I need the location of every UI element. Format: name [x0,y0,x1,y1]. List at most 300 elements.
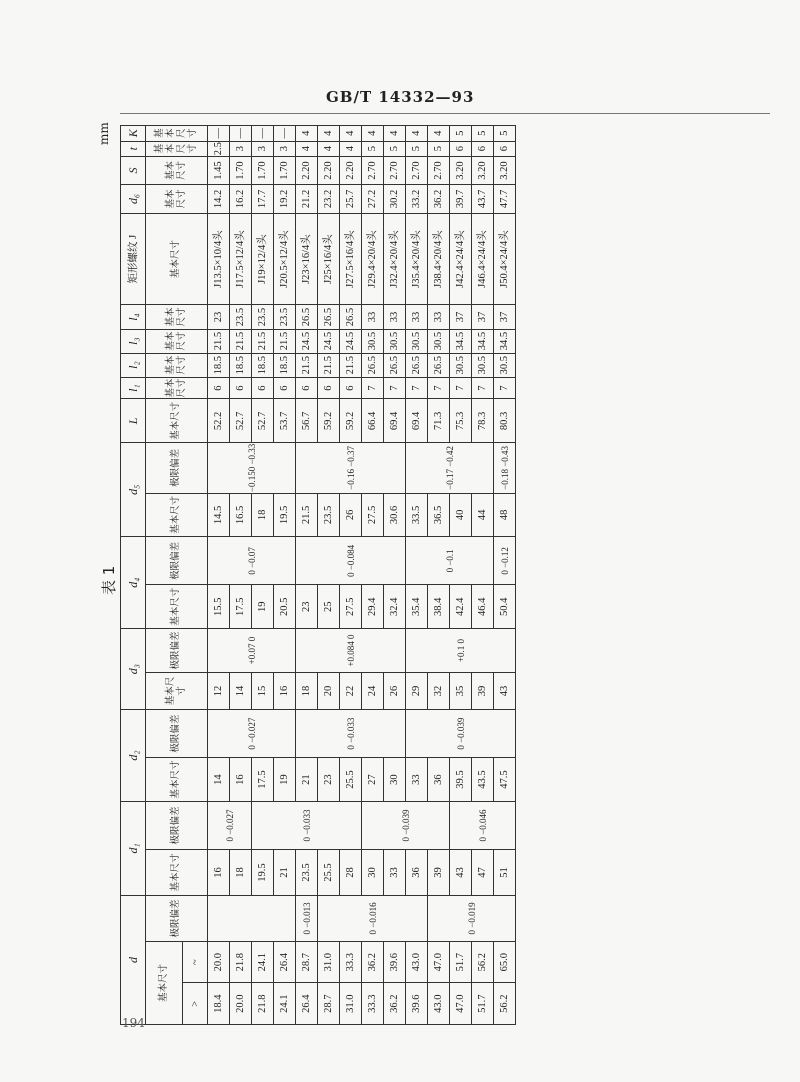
d6-cell: 14.2 [208,185,230,213]
d5-basic-cell: 19.5 [274,493,296,537]
l2-cell: 26.5 [428,353,450,377]
S-cell: 2.70 [428,156,450,184]
col-d: d [121,895,146,1024]
d-le-cell: 24.1 [252,941,274,983]
d-le-cell: 39.6 [384,941,406,983]
d1-basic-cell: 21 [274,850,296,896]
S-cell: 3.20 [472,156,494,184]
col-d4: d₄ [121,537,146,629]
l1-cell: 6 [252,377,274,399]
d3-basic-cell: 29 [406,672,428,709]
l1-cell: 6 [340,377,362,399]
d5-basic-cell: 48 [494,493,516,537]
d5-basic-cell: 40 [450,493,472,537]
J-cell: J27.5×16/4头 [340,213,362,305]
header-rule [120,113,770,114]
d-le-cell: 26.4 [274,941,296,983]
S-cell: 2.20 [318,156,340,184]
L-cell: 69.4 [406,399,428,443]
d5-basic-cell: 18 [252,493,274,537]
t-cell: 5 [362,141,384,156]
rotated-table-area [97,122,560,1025]
page-number: 194 [122,1016,145,1030]
d2-basic-label: 基本尺寸 [146,758,208,802]
col-d2: d₂ [121,710,146,802]
d2-deviation-cell: 0 −0.027 [208,710,296,758]
L-cell: 52.2 [208,399,230,443]
l3-cell: 21.5 [230,329,252,353]
K-cell: 4 [406,126,428,142]
d5-basic-cell: 21.5 [296,493,318,537]
l1-cell: 7 [450,377,472,399]
d1-basic-cell: 39 [428,850,450,896]
d4-basic-cell: 27.5 [340,585,362,629]
J-cell: J13.5×10/4头 [208,213,230,305]
unit-label: mm [97,122,111,145]
d-le-cell: 20.0 [208,941,230,983]
l3-cell: 21.5 [274,329,296,353]
l4-cell: 23 [208,305,230,329]
d-gt-cell: 20.0 [230,983,252,1025]
l3-cell: 24.5 [318,329,340,353]
d-gt-cell: 56.2 [494,983,516,1025]
l1-cell: 7 [362,377,384,399]
d-le-cell: 28.7 [296,941,318,983]
J-cell: J17.5×12/4头 [230,213,252,305]
d1-basic-cell: 43 [450,850,472,896]
l1-cell: 6 [274,377,296,399]
d-basic-label: 基本尺寸 [146,941,183,1024]
d2-basic-cell: 36 [428,758,450,802]
l3-cell: 34.5 [494,329,516,353]
d5-deviation-cell: −0.16 −0.37 [296,443,406,493]
l1-cell: 7 [494,377,516,399]
l2-cell: 18.5 [252,353,274,377]
d1-deviation-cell: 0 −0.046 [450,801,516,849]
table-row [296,126,318,1025]
l1-cell: 6 [230,377,252,399]
l2-cell: 26.5 [384,353,406,377]
d-gt-label: > [183,983,208,1025]
d2-basic-cell: 39.5 [450,758,472,802]
J-cell: J32.4×20/4头 [384,213,406,305]
l2-cell: 21.5 [318,353,340,377]
d-le-cell: 33.3 [340,941,362,983]
l2-cell: 21.5 [340,353,362,377]
d3-basic-cell: 26 [384,672,406,709]
K-cell: 5 [472,126,494,142]
d1-basic-label: 基本尺寸 [146,850,208,896]
t-cell: 5 [428,141,450,156]
d3-basic-cell: 20 [318,672,340,709]
col-d3: d₃ [121,629,146,710]
K-cell: 5 [450,126,472,142]
S-cell: 1.70 [274,156,296,184]
J-cell: J46.4×24/4头 [472,213,494,305]
d2-basic-cell: 33 [406,758,428,802]
J-cell: J50.4×24/4头 [494,213,516,305]
t-cell: 4 [318,141,340,156]
L-cell: 66.4 [362,399,384,443]
S-cell: 1.45 [208,156,230,184]
d3-basic-cell: 18 [296,672,318,709]
l1-cell: 7 [406,377,428,399]
d5-basic-cell: 23.5 [318,493,340,537]
d4-basic-cell: 23 [296,585,318,629]
col-l2: l₂ [121,353,146,377]
K-basic-label: 基本尺寸 [146,126,208,142]
d4-basic-cell: 25 [318,585,340,629]
d6-basic-label: 基本尺寸 [146,185,208,213]
t-cell: 2.5 [208,141,230,156]
d5-deviation-cell: −0.150 −0.33 [208,443,296,493]
d2-basic-cell: 16 [230,758,252,802]
d-le-cell: 47.0 [428,941,450,983]
l4-cell: 26.5 [318,305,340,329]
K-cell: 5 [494,126,516,142]
d1-deviation-cell: 0 −0.033 [252,801,362,849]
J-cell: J35.4×20/4头 [406,213,428,305]
col-d1: d₁ [121,801,146,895]
d-gt-cell: 18.4 [208,983,230,1025]
d1-basic-cell: 30 [362,850,384,896]
t-basic-label: 基本尺寸 [146,141,208,156]
J-cell: J20.5×12/4头 [274,213,296,305]
t-cell: 3 [252,141,274,156]
d2-basic-cell: 14 [208,758,230,802]
d-le-cell: 21.8 [230,941,252,983]
col-t: t [121,141,146,156]
d2-basic-cell: 43.5 [472,758,494,802]
col-l1: l₁ [121,377,146,399]
d-gt-cell: 21.8 [252,983,274,1025]
l4-cell: 33 [428,305,450,329]
d-gt-cell: 43.0 [428,983,450,1025]
l2-cell: 30.5 [472,353,494,377]
d1-basic-cell: 36 [406,850,428,896]
J-cell: J38.4×20/4头 [428,213,450,305]
K-cell: — [230,126,252,142]
d4-basic-cell: 38.4 [428,585,450,629]
l3-basic-label: 基本尺寸 [146,329,208,353]
l4-cell: 33 [406,305,428,329]
d-le-cell: 31.0 [318,941,340,983]
S-cell: 2.70 [406,156,428,184]
t-cell: 6 [450,141,472,156]
d-gt-cell: 28.7 [318,983,340,1025]
l1-basic-label: 基本尺寸 [146,377,208,399]
L-cell: 80.3 [494,399,516,443]
l2-cell: 18.5 [274,353,296,377]
d-dev-label: 极限偏差 [146,895,208,941]
d5-basic-cell: 36.5 [428,493,450,537]
l1-cell: 6 [318,377,340,399]
l4-cell: 33 [384,305,406,329]
d-le-label: ~ [183,941,208,983]
d-le-cell: 43.0 [406,941,428,983]
d3-basic-cell: 12 [208,672,230,709]
d3-basic-cell: 16 [274,672,296,709]
d5-basic-cell: 26 [340,493,362,537]
K-cell: 4 [296,126,318,142]
L-cell: 69.4 [384,399,406,443]
d6-cell: 21.2 [296,185,318,213]
d-gt-cell: 47.0 [450,983,472,1025]
d3-basic-cell: 32 [428,672,450,709]
L-cell: 53.7 [274,399,296,443]
d3-basic-cell: 15 [252,672,274,709]
d5-basic-label: 基本尺寸 [146,493,208,537]
l2-cell: 21.5 [296,353,318,377]
d2-dev-label: 极限偏差 [146,710,208,758]
K-cell: — [274,126,296,142]
d3-deviation-cell: +0.07 0 [208,629,296,673]
L-cell: 52.7 [252,399,274,443]
l2-cell: 18.5 [208,353,230,377]
l4-cell: 37 [472,305,494,329]
d3-basic-cell: 35 [450,672,472,709]
l3-cell: 24.5 [340,329,362,353]
L-basic-label: 基本尺寸 [146,399,208,443]
L-cell: 56.7 [296,399,318,443]
t-cell: 4 [340,141,362,156]
J-basic-label: 基本尺寸 [146,213,208,305]
S-cell: 2.70 [384,156,406,184]
d3-deviation-cell: +0.084 0 [296,629,406,673]
J-cell: J25×16/4头 [318,213,340,305]
d-le-cell: 51.7 [450,941,472,983]
K-cell: — [208,126,230,142]
l2-cell: 30.5 [494,353,516,377]
col-l3: l₃ [121,329,146,353]
S-cell: 2.20 [296,156,318,184]
d4-basic-cell: 46.4 [472,585,494,629]
d1-dev-label: 极限偏差 [146,801,208,849]
d-deviation-cell: 0 −0.016 [318,895,428,941]
d-gt-cell: 31.0 [340,983,362,1025]
d1-basic-cell: 16 [208,850,230,896]
header-row-symbols [121,126,146,1025]
d5-basic-cell: 30.6 [384,493,406,537]
d2-basic-cell: 17.5 [252,758,274,802]
J-cell: J23×16/4头 [296,213,318,305]
d3-basic-label: 基本尺寸 [146,672,208,709]
d5-basic-cell: 14.5 [208,493,230,537]
l4-cell: 23.5 [252,305,274,329]
d1-basic-cell: 18 [230,850,252,896]
L-cell: 71.3 [428,399,450,443]
K-cell: 4 [340,126,362,142]
S-cell: 3.20 [494,156,516,184]
table-row [494,126,516,1025]
d6-cell: 36.2 [428,185,450,213]
d3-basic-cell: 43 [494,672,516,709]
d3-deviation-cell: +0.1 0 [406,629,516,673]
l2-cell: 30.5 [450,353,472,377]
table-caption: 表 1 [100,565,118,595]
d2-basic-cell: 23 [318,758,340,802]
d2-basic-cell: 19 [274,758,296,802]
t-cell: 4 [296,141,318,156]
K-cell: 4 [428,126,450,142]
J-cell: J29.4×20/4头 [362,213,384,305]
S-basic-label: 基本尺寸 [146,156,208,184]
d4-deviation-cell: 0 −0.07 [208,537,296,585]
col-d6: d₆ [121,185,146,213]
d6-cell: 27.2 [362,185,384,213]
d-gt-cell: 36.2 [384,983,406,1025]
S-cell: 2.70 [362,156,384,184]
d4-deviation-cell: 0 −0.084 [296,537,406,585]
d-le-cell: 36.2 [362,941,384,983]
col-L: L [121,399,146,443]
S-cell: 3.20 [450,156,472,184]
S-cell: 1.70 [252,156,274,184]
l4-cell: 33 [362,305,384,329]
l4-cell: 26.5 [296,305,318,329]
table-row [208,126,230,1025]
d1-basic-cell: 19.5 [252,850,274,896]
d4-deviation-cell: 0 −0.12 [494,537,516,585]
L-cell: 59.2 [340,399,362,443]
d2-deviation-cell: 0 −0.039 [406,710,516,758]
d1-basic-cell: 51 [494,850,516,896]
l3-cell: 24.5 [296,329,318,353]
d6-cell: 43.7 [472,185,494,213]
d4-deviation-cell: 0 −0.1 [406,537,494,585]
J-cell: J19×12/4头 [252,213,274,305]
d4-basic-label: 基本尺寸 [146,585,208,629]
l1-cell: 7 [472,377,494,399]
page-header: GB/T 14332—93 [326,88,475,106]
d1-basic-cell: 47 [472,850,494,896]
d4-basic-cell: 19 [252,585,274,629]
J-cell: J42.4×24/4头 [450,213,472,305]
S-cell: 2.20 [340,156,362,184]
L-cell: 52.7 [230,399,252,443]
d2-basic-cell: 27 [362,758,384,802]
d-le-cell: 56.2 [472,941,494,983]
L-cell: 78.3 [472,399,494,443]
d5-basic-cell: 44 [472,493,494,537]
d6-cell: 33.2 [406,185,428,213]
l4-cell: 37 [450,305,472,329]
d-gt-cell: 39.6 [406,983,428,1025]
d4-basic-cell: 32.4 [384,585,406,629]
col-K: K [121,126,146,142]
d-deviation-cell [208,895,296,941]
d4-basic-cell: 35.4 [406,585,428,629]
d3-basic-cell: 24 [362,672,384,709]
col-l4: l₄ [121,305,146,329]
d6-cell: 25.7 [340,185,362,213]
S-cell: 1.70 [230,156,252,184]
l1-cell: 6 [296,377,318,399]
d-deviation-cell: 0 −0.013 [296,895,318,941]
t-cell: 6 [494,141,516,156]
d1-basic-cell: 33 [384,850,406,896]
d3-dev-label: 极限偏差 [146,629,208,673]
d4-basic-cell: 42.4 [450,585,472,629]
l1-cell: 7 [384,377,406,399]
d-le-cell: 65.0 [494,941,516,983]
d-gt-cell: 24.1 [274,983,296,1025]
l3-cell: 30.5 [428,329,450,353]
d4-basic-cell: 17.5 [230,585,252,629]
header-row-labels [146,126,183,1025]
l3-cell: 30.5 [384,329,406,353]
d1-basic-cell: 28 [340,850,362,896]
d2-basic-cell: 21 [296,758,318,802]
t-cell: 3 [274,141,296,156]
d5-deviation-cell: −0.18 −0.43 [494,443,516,493]
d-gt-cell: 33.3 [362,983,384,1025]
d6-cell: 47.7 [494,185,516,213]
d2-deviation-cell: 0 −0.033 [296,710,406,758]
d-gt-cell: 51.7 [472,983,494,1025]
d6-cell: 30.2 [384,185,406,213]
d6-cell: 39.7 [450,185,472,213]
l3-cell: 30.5 [362,329,384,353]
d4-basic-cell: 29.4 [362,585,384,629]
d5-basic-cell: 33.5 [406,493,428,537]
l2-basic-label: 基本尺寸 [146,353,208,377]
K-cell: — [252,126,274,142]
K-cell: 4 [362,126,384,142]
d6-cell: 19.2 [274,185,296,213]
t-cell: 5 [384,141,406,156]
d4-dev-label: 极限偏差 [146,537,208,585]
d3-basic-cell: 14 [230,672,252,709]
d6-cell: 17.7 [252,185,274,213]
l2-cell: 26.5 [362,353,384,377]
t-cell: 3 [230,141,252,156]
l4-cell: 26.5 [340,305,362,329]
d2-basic-cell: 25.5 [340,758,362,802]
t-cell: 5 [406,141,428,156]
col-d5: d₅ [121,443,146,537]
d3-basic-cell: 22 [340,672,362,709]
d1-basic-cell: 23.5 [296,850,318,896]
K-cell: 4 [384,126,406,142]
d5-deviation-cell: −0.17 −0.42 [406,443,494,493]
d1-deviation-cell: 0 −0.027 [208,801,252,849]
l3-cell: 34.5 [450,329,472,353]
d5-basic-cell: 16.5 [230,493,252,537]
d-gt-cell: 26.4 [296,983,318,1025]
l1-cell: 6 [208,377,230,399]
d5-basic-cell: 27.5 [362,493,384,537]
L-cell: 59.2 [318,399,340,443]
L-cell: 75.3 [450,399,472,443]
l3-cell: 34.5 [472,329,494,353]
d4-basic-cell: 50.4 [494,585,516,629]
col-S: S [121,156,146,184]
d4-basic-cell: 20.5 [274,585,296,629]
l4-basic-label: 基本尺寸 [146,305,208,329]
d1-deviation-cell: 0 −0.039 [362,801,450,849]
l4-cell: 23.5 [274,305,296,329]
K-cell: 4 [318,126,340,142]
d-deviation-cell: 0 −0.019 [428,895,516,941]
l3-cell: 21.5 [252,329,274,353]
d4-basic-cell: 15.5 [208,585,230,629]
d3-basic-cell: 39 [472,672,494,709]
l1-cell: 7 [428,377,450,399]
col-J: 矩形螺纹 J [121,213,146,305]
dimension-table [120,125,516,1025]
l4-cell: 37 [494,305,516,329]
